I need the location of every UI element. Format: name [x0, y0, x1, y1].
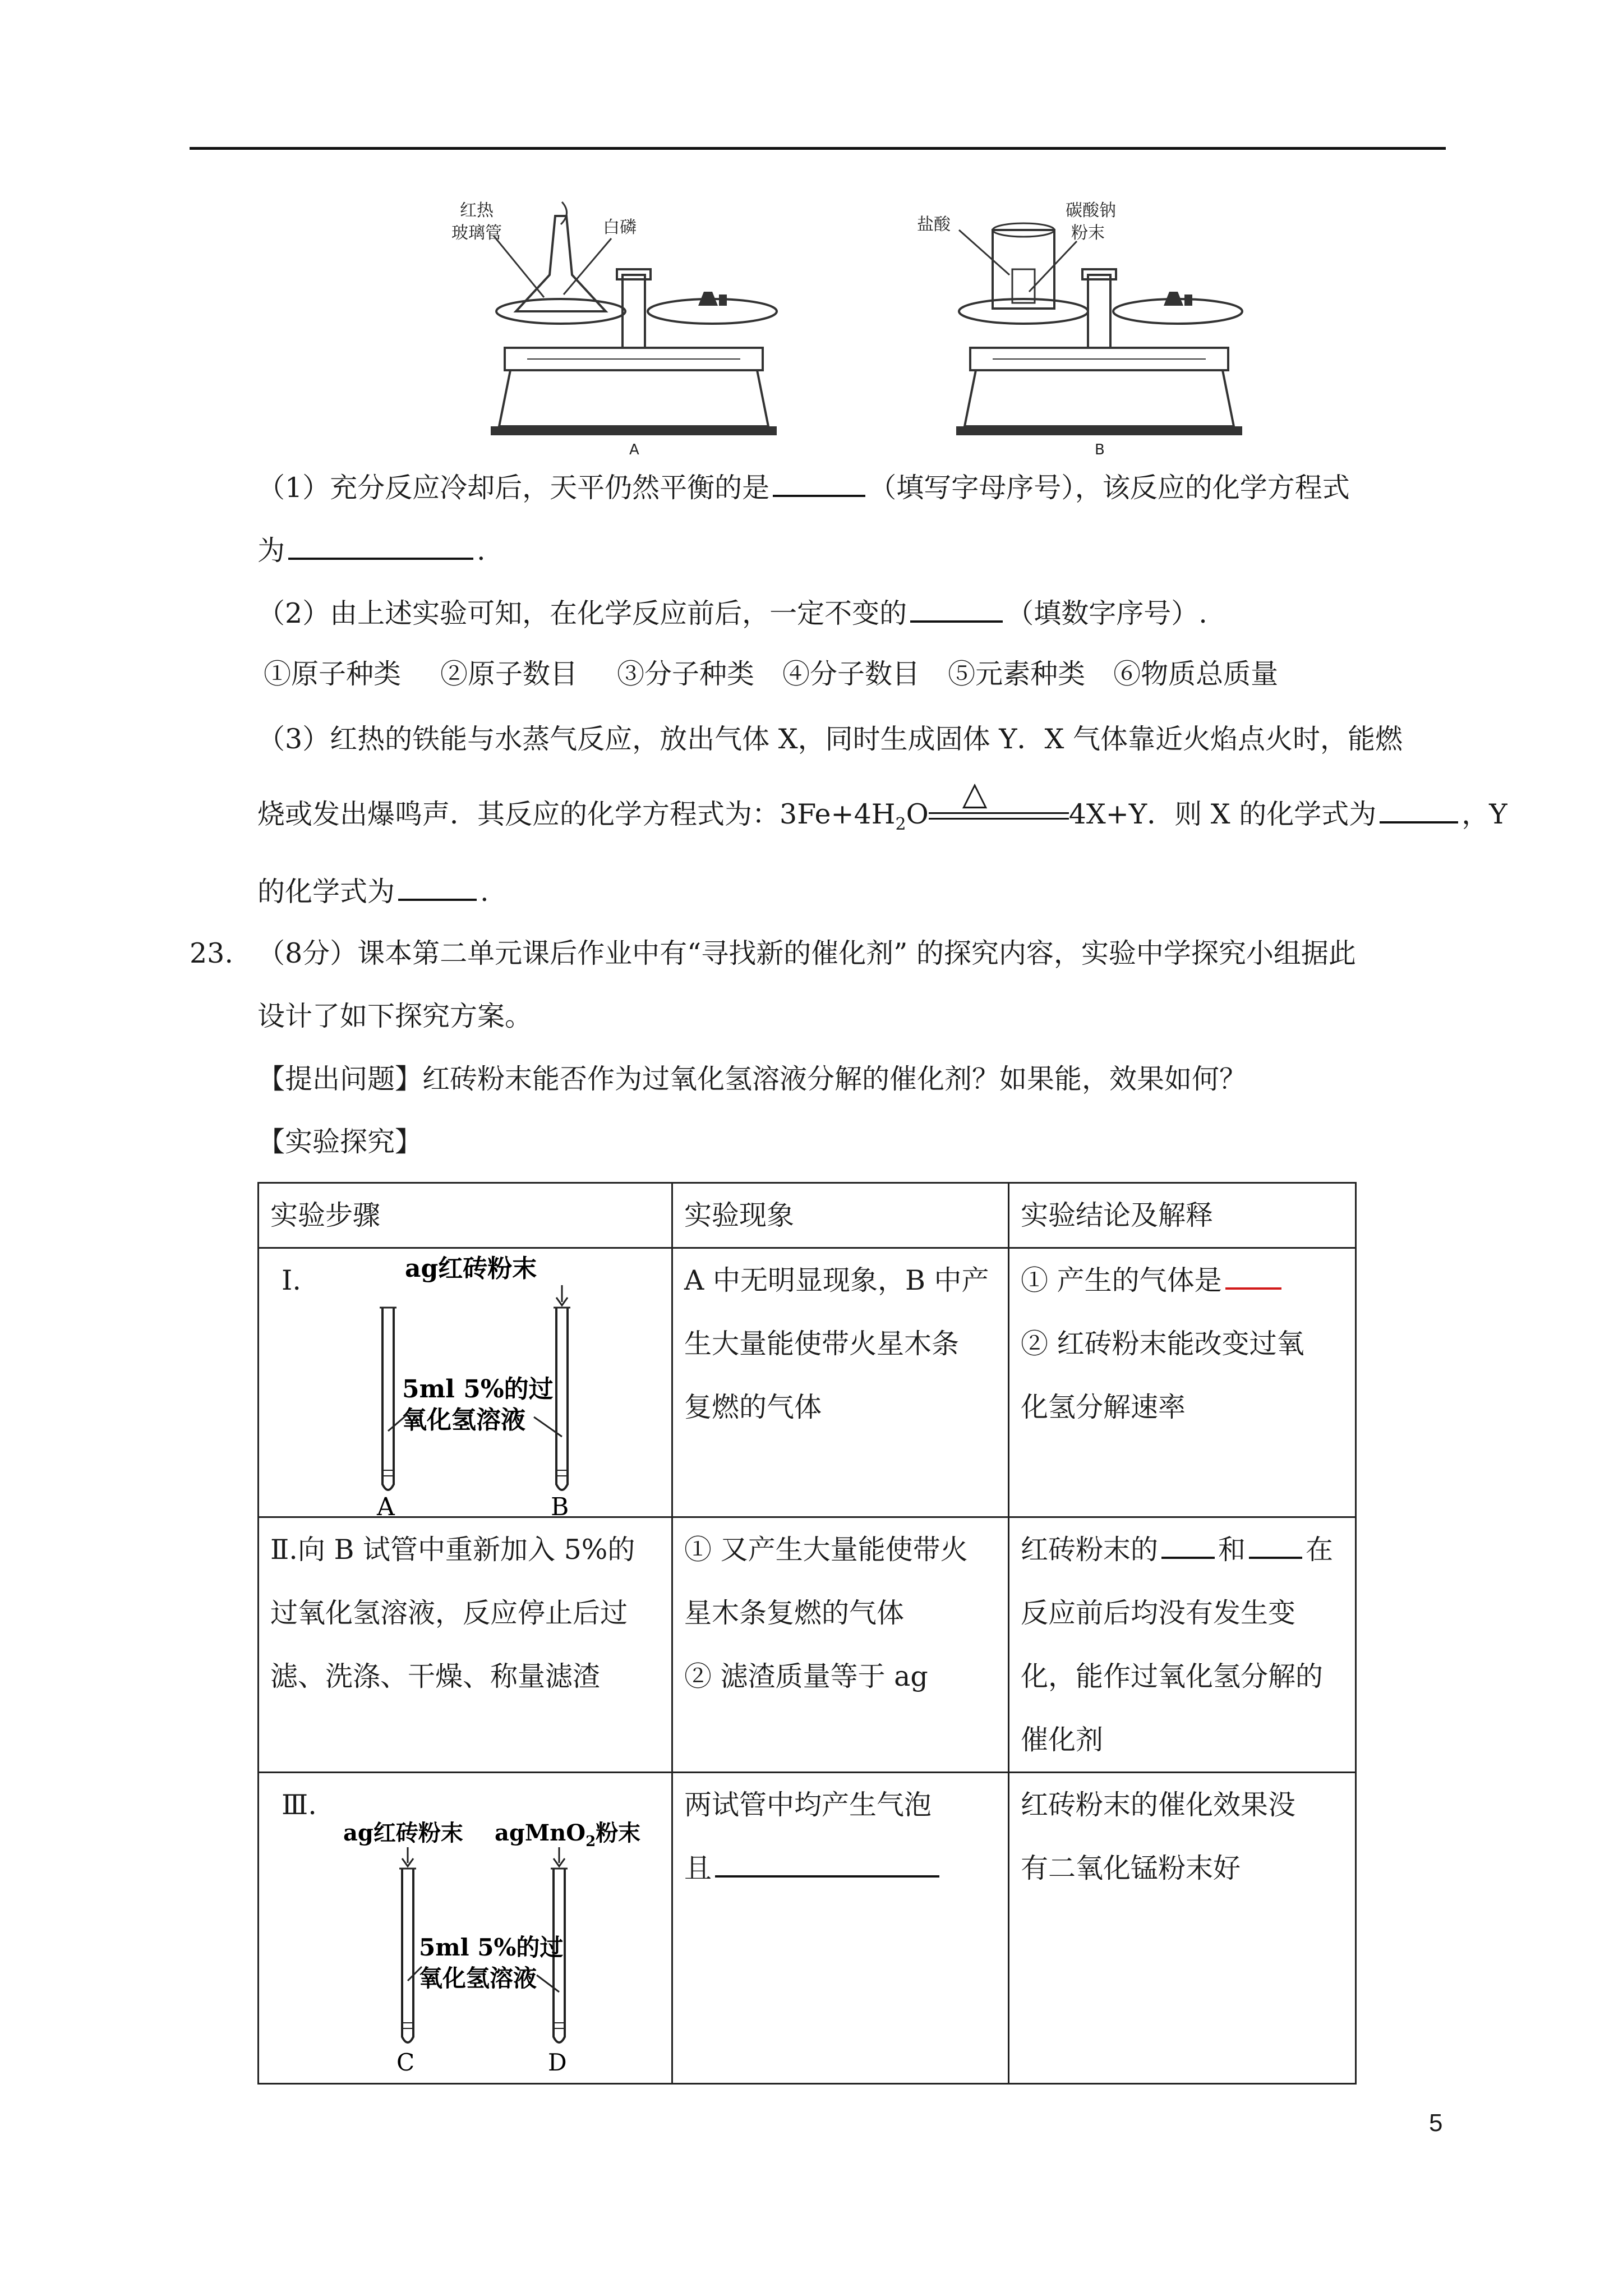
table-row [259, 1248, 1356, 1517]
header-steps: 实验步骤 [259, 1183, 672, 1248]
q23-explore: 【实验探究】 [257, 1126, 423, 1158]
balance-figure-a [443, 191, 824, 458]
q22-part1-line2: 为 . [257, 532, 486, 568]
svg-text:ag红砖粉末: ag红砖粉末 [343, 1820, 463, 1846]
svg-text:D: D [548, 2049, 567, 2076]
svg-text:A: A [629, 441, 639, 458]
table-header-row [259, 1183, 1356, 1248]
svg-text:盐酸: 盐酸 [917, 215, 951, 234]
header-conclusion: 实验结论及解释 [1009, 1183, 1356, 1248]
answer-blank[interactable] [288, 532, 473, 560]
q22-part2: （2）由上述实验可知，在化学反应前后，一定不变的 （填数字序号）. [257, 595, 1207, 631]
q23-question: 【提出问题】红砖粉末能否作为过氧化氢溶液分解的催化剂？如果能，效果如何？ [257, 1063, 1247, 1095]
balance-figure-b [909, 191, 1301, 458]
answer-blank[interactable] [1249, 1531, 1302, 1559]
q22-part3-line3: 的化学式为 . [257, 873, 489, 909]
header-rule [190, 147, 1446, 150]
row3-step: Ⅲ. ag红砖粉末 agMnO$_2$粉末 5ml 5%的过 氧化氢溶液 C D [259, 1773, 672, 2084]
row2-step: Ⅱ.向 B 试管中重新加入 5%的 过氧化氢溶液，反应停止后过 滤、洗涤、干燥、称量滤渣 [259, 1517, 672, 1773]
svg-text:ag红砖粉末: ag红砖粉末 [405, 1254, 537, 1283]
q22-part3-line1: （3）红热的铁能与水蒸气反应，放出气体 X，同时生成固体 Y．X 气体靠近火焰点火时，能燃 [257, 723, 1403, 755]
answer-blank[interactable] [1161, 1531, 1215, 1559]
svg-text:氧化氢溶液: 氧化氢溶液 [402, 1406, 525, 1434]
svg-text:粉末: 粉末 [1071, 223, 1105, 243]
row3-phenomenon: 两试管中均产生气泡 且 [672, 1773, 1009, 2084]
page-number: 5 [1429, 2109, 1443, 2137]
answer-blank[interactable] [715, 1849, 939, 1878]
svg-text:A: A [377, 1493, 395, 1521]
row3-conclusion: 红砖粉末的催化效果没 有二氧化锰粉末好 [1009, 1773, 1356, 2084]
equation-arrow: △ [929, 800, 1069, 834]
q23-number: 23. [190, 937, 233, 969]
answer-blank[interactable] [773, 469, 865, 497]
test-tube-figure-cd [343, 1812, 641, 2076]
test-tube-figure-ab [343, 1251, 601, 1521]
row1-conclusion: ① 产生的气体是 ② 红砖粉末能改变过氧 化氢分解速率 [1009, 1248, 1356, 1517]
row1-phenomenon: A 中无明显现象，B 中产 生大量能使带火星木条 复燃的气体 [672, 1248, 1009, 1517]
svg-text:B: B [551, 1493, 569, 1521]
svg-text:红热: 红热 [460, 201, 494, 220]
answer-blank[interactable] [1225, 1262, 1281, 1290]
q22-part1-line1: （1）充分反应冷却后，天平仍然平衡的是 （填写字母序号），该反应的化学方程式 [257, 469, 1350, 505]
svg-text:碳酸钠: 碳酸钠 [1066, 201, 1116, 220]
svg-text:agMnO2粉末: agMnO$_2$粉末 [495, 1820, 641, 1850]
answer-blank[interactable] [398, 873, 477, 901]
table-row [259, 1773, 1356, 2084]
table-row [259, 1517, 1356, 1773]
row1-step: Ⅰ. ag红砖粉末 5ml 5%的过 氧化氢溶液 A B [259, 1248, 672, 1517]
svg-text:C: C [396, 2049, 415, 2076]
equation-left: $3Fe+4H_2O$ [780, 798, 929, 834]
answer-blank[interactable] [1380, 795, 1458, 823]
q22-part3-line2: 烧或发出爆鸣声．其反应的化学方程式为：$3Fe+4H_2O$ △ 4X+Y．则 X 的化学式为 ，Y [257, 774, 1507, 834]
row2-phenomenon: ① 又产生大量能使带火 星木条复燃的气体 ② 滤渣质量等于 ag [672, 1517, 1009, 1773]
svg-text:玻璃管: 玻璃管 [451, 223, 502, 243]
q22-options: ①原子种类 ②原子数目 ③分子种类 ④分子数目 ⑤元素种类 ⑥物质总质量 [264, 658, 1279, 690]
row2-conclusion: 红砖粉末的 和 在 反应前后均没有发生变 化，能作过氧化氢分解的 催化剂 [1009, 1517, 1356, 1773]
q23-line2: 设计了如下探究方案。 [257, 1000, 533, 1032]
answer-blank[interactable] [910, 595, 1003, 623]
svg-text:B: B [1095, 441, 1105, 458]
svg-text:5ml 5%的过: 5ml 5%的过 [402, 1375, 554, 1404]
svg-text:白磷: 白磷 [603, 218, 637, 237]
svg-text:5ml 5%的过: 5ml 5%的过 [419, 1934, 564, 1961]
experiment-table [257, 1182, 1357, 2085]
q23-line1: （8分）课本第二单元课后作业中有“寻找新的催化剂” 的探究内容，实验中学探究小组据此 [257, 937, 1356, 969]
svg-text:氧化氢溶液: 氧化氢溶液 [419, 1964, 537, 1992]
header-phenomenon: 实验现象 [672, 1183, 1009, 1248]
